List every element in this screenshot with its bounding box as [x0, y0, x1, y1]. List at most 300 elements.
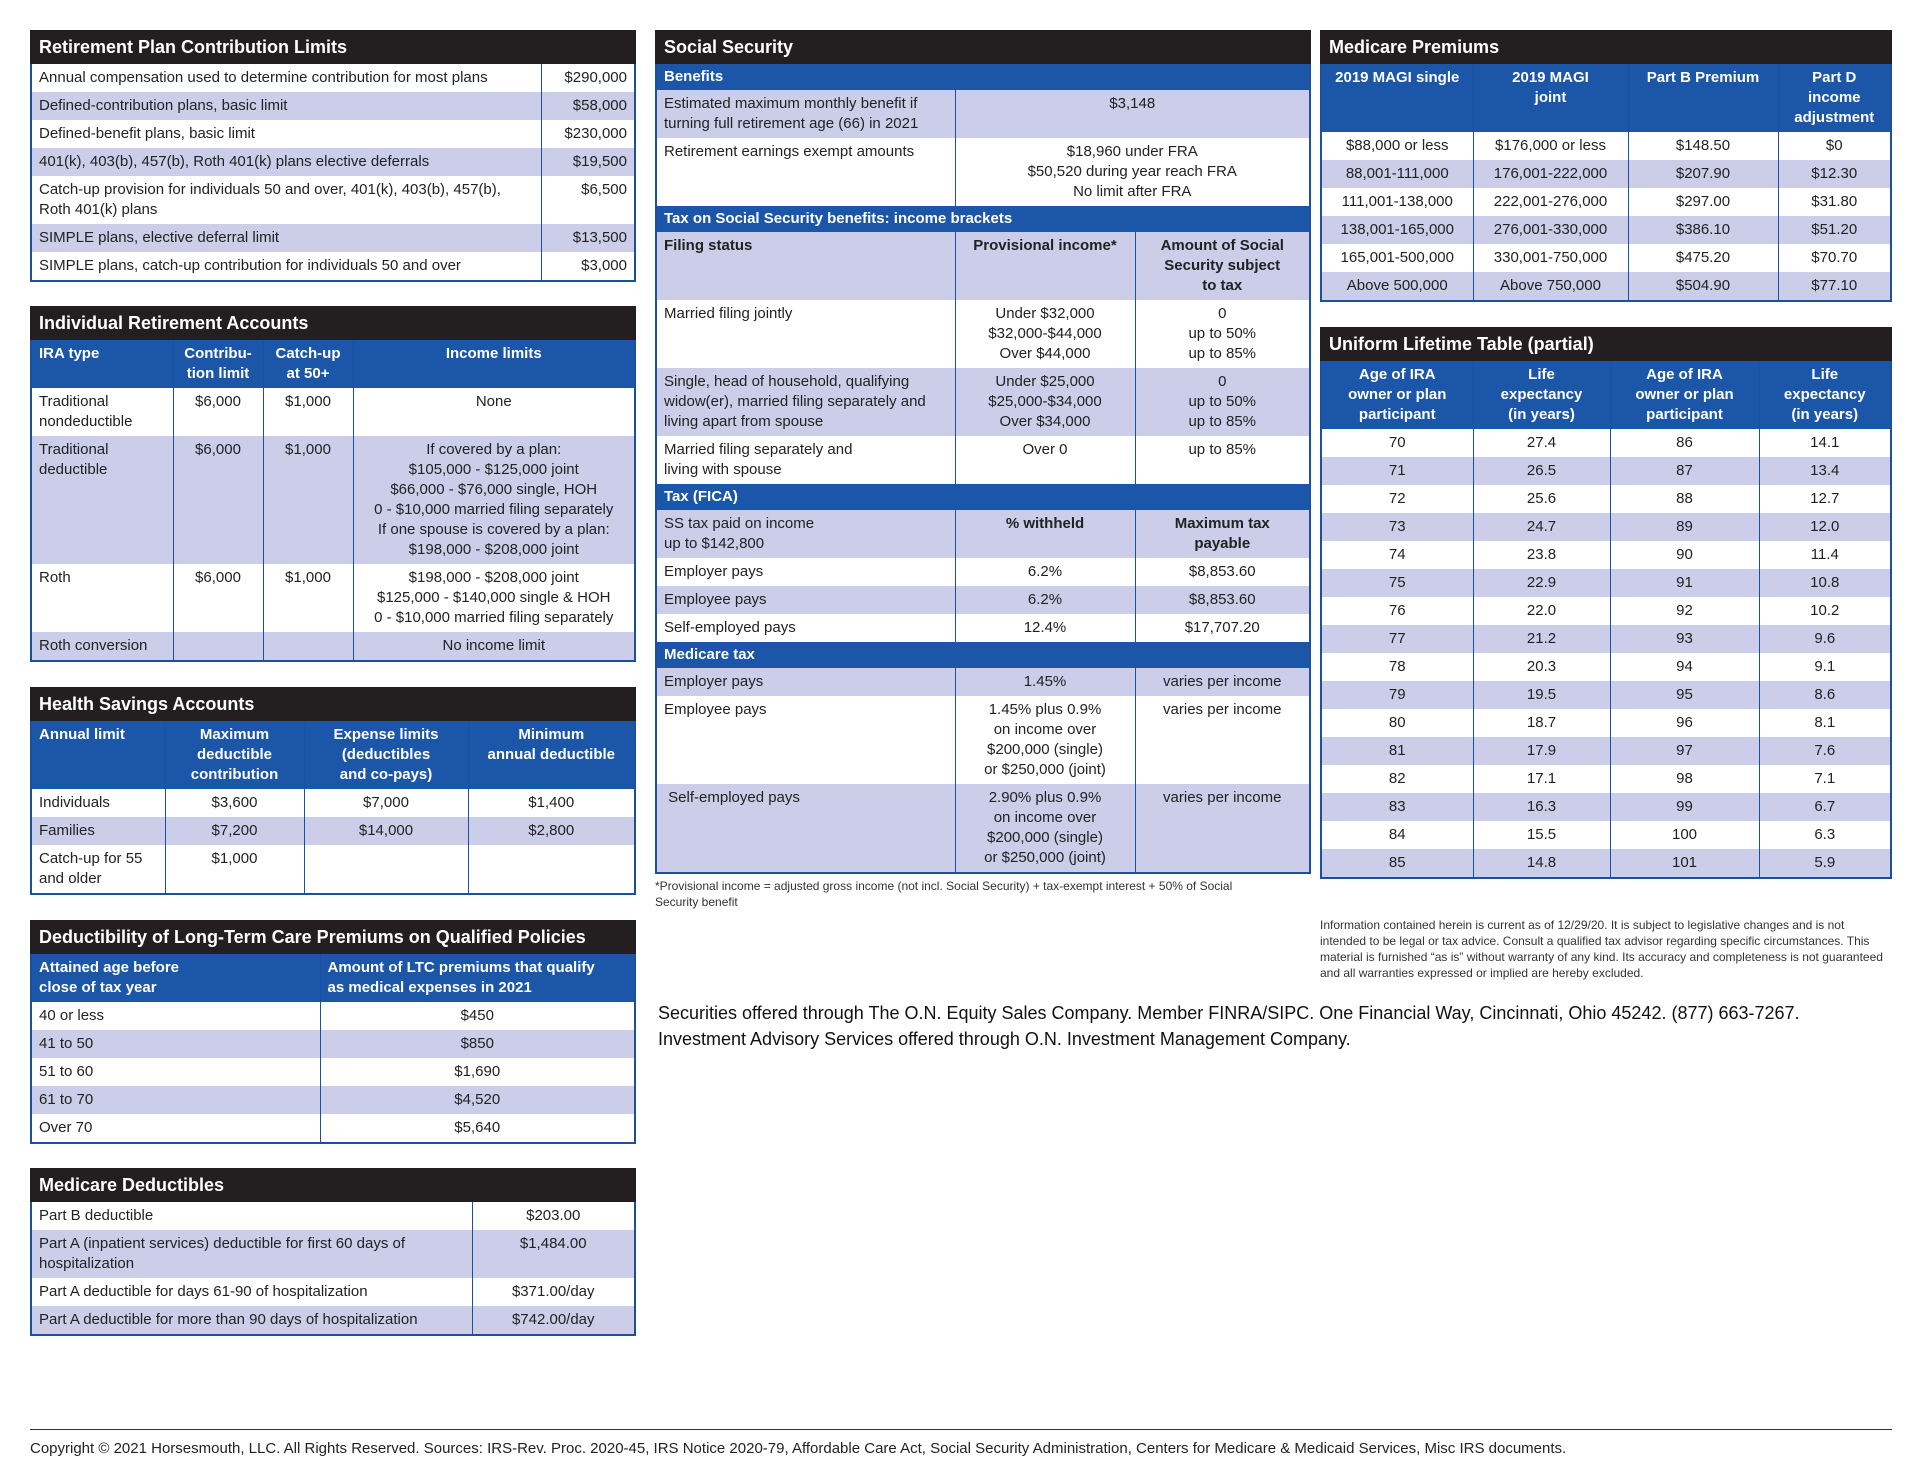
magi-joint: 176,001-222,000 [1473, 160, 1628, 188]
life-expectancy: 10.2 [1810, 602, 1840, 619]
ltc-amount: $1,690 [454, 1063, 501, 1080]
ltc-age: 51 to 60 [32, 1058, 320, 1086]
table-row [32, 1278, 634, 1306]
col-header: Minimum annual deductible [468, 721, 634, 789]
life-expectancy: 12.0 [1759, 513, 1890, 541]
retirement-title: Retirement Plan Contribution Limits [30, 30, 636, 64]
table-header-row [1322, 361, 1890, 429]
part-d-adjustment: $0 [1825, 137, 1843, 154]
medicare-premiums-section [1320, 30, 1892, 302]
ira-owner-age: 94 [1610, 653, 1759, 681]
ira-owner-age: 73 [1322, 513, 1473, 541]
table-row [32, 1002, 634, 1030]
life-expectancy: 25.6 [1473, 485, 1610, 513]
income-limits: No income limit [353, 632, 634, 660]
table-row [657, 784, 1309, 872]
col-header: Maximum deductible contribution [165, 721, 304, 789]
provisional-income-footnote: *Provisional income = adjusted gross income (not incl. Social Security) + tax-exempt interest + 50% of Social Security benefit [655, 879, 1233, 909]
row-label: SIMPLE plans, catch-up contribution for individuals 50 and over [32, 252, 541, 280]
medicare-note: varies per income [1163, 701, 1282, 718]
ira-owner-age: 70 [1322, 429, 1473, 457]
ira-owner-age: 100 [1610, 821, 1759, 849]
pct-withheld: 6.2% [955, 586, 1135, 614]
retirement-table-frame [30, 64, 636, 282]
ira-owner-age: 86 [1610, 429, 1759, 457]
hsa-label: Individuals [32, 789, 165, 817]
max-tax: $8,853.60 [1188, 563, 1256, 580]
col-header: Age of IRA owner or plan participant [1322, 361, 1473, 429]
hsa-title: Health Savings Accounts [30, 687, 636, 721]
taxable-amount: up to 85% [1188, 441, 1257, 458]
col-header: Part D income adjustment [1778, 64, 1890, 132]
life-expectancy: 18.7 [1473, 709, 1610, 737]
footer-divider [30, 1429, 1892, 1430]
col-header: IRA type [32, 340, 173, 388]
row-label: Part B deductible [32, 1202, 472, 1230]
life-expectancy: 14.1 [1810, 434, 1840, 451]
row-value: $19,500 [541, 148, 634, 176]
table-row [1322, 244, 1890, 272]
medicare-deductibles-section [30, 1168, 636, 1336]
provisional-income: Over 0 [955, 436, 1135, 484]
row-label: Part A deductible for days 61-90 of hospitalization [32, 1278, 472, 1306]
table-row [1322, 429, 1890, 457]
row-label: Self-employed pays [657, 784, 955, 872]
table-row [1322, 737, 1890, 765]
table-row [1322, 709, 1890, 737]
uniform-lifetime-frame [1320, 361, 1892, 879]
ira-owner-age: 90 [1610, 541, 1759, 569]
table-row [1322, 132, 1890, 160]
col-header: Part B Premium [1628, 64, 1778, 132]
row-label: SIMPLE plans, elective deferral limit [32, 224, 541, 252]
life-expectancy: 9.1 [1814, 658, 1836, 675]
table-row [657, 300, 1309, 368]
table-row [32, 252, 634, 280]
ira-owner-age: 75 [1322, 569, 1473, 597]
hsa-table [32, 721, 634, 893]
pct-withheld: 12.4% [955, 614, 1135, 642]
ltc-age: Over 70 [32, 1114, 320, 1142]
magi-single: Above 500,000 [1322, 272, 1473, 300]
ira-table [32, 340, 634, 660]
table-row [32, 1306, 634, 1334]
table-row [32, 148, 634, 176]
retirement-table [32, 64, 634, 280]
uniform-lifetime-table [1322, 361, 1890, 877]
ira-owner-age: 81 [1322, 737, 1473, 765]
part-d-adjustment: $31.80 [1811, 193, 1858, 210]
ira-owner-age: 99 [1610, 793, 1759, 821]
part-b-premium: $504.90 [1628, 272, 1778, 300]
row-label: Part A deductible for more than 90 days of hospitalization [32, 1306, 472, 1334]
life-expectancy: 10.8 [1759, 569, 1890, 597]
life-expectancy: 23.8 [1473, 541, 1610, 569]
col-header: 2019 MAGI single [1322, 64, 1473, 132]
table-row [1322, 793, 1890, 821]
hsa-min: $1,400 [528, 794, 575, 811]
table-row [1322, 485, 1890, 513]
row-value: $18,960 under FRA $50,520 during year reach FRA No limit after FRA [1027, 143, 1237, 200]
row-label: Estimated maximum monthly benefit if turning full retirement age (66) in 2021 [657, 90, 955, 138]
row-value: $3,000 [581, 257, 627, 274]
life-expectancy: 6.3 [1814, 826, 1836, 843]
table-row [1322, 272, 1890, 300]
table-row [32, 388, 634, 436]
part-d-adjustment: $77.10 [1778, 272, 1890, 300]
ira-table-frame [30, 340, 636, 662]
col-header: Life expectancy (in years) [1759, 361, 1890, 429]
row-label: Employee pays [657, 696, 955, 784]
table-row [32, 1086, 634, 1114]
row-value: $290,000 [564, 69, 627, 86]
table-row [32, 224, 634, 252]
life-expectancy: 9.6 [1759, 625, 1890, 653]
max-tax: $8,853.60 [1135, 586, 1309, 614]
table-row [32, 436, 634, 564]
ira-owner-age: 97 [1610, 737, 1759, 765]
medicare-premiums-frame [1320, 64, 1892, 302]
ltc-amount: $5,640 [454, 1119, 501, 1136]
table-row [657, 138, 1309, 206]
ltc-age: 40 or less [32, 1002, 320, 1030]
social-security-section [655, 30, 1311, 910]
table-row [32, 1030, 634, 1058]
row-label: Catch-up provision for individuals 50 and over, 401(k), 403(b), 457(b), Roth 401(k) plans [32, 176, 541, 224]
table-row [32, 1202, 634, 1230]
life-expectancy: 14.8 [1473, 849, 1610, 877]
medicare-deductibles-title: Medicare Deductibles [30, 1168, 636, 1202]
part-b-premium: $297.00 [1628, 188, 1778, 216]
table-row [657, 90, 1309, 138]
table-row [32, 789, 634, 817]
table-row [1322, 160, 1890, 188]
life-expectancy: 22.9 [1473, 569, 1610, 597]
legal-information-note: Information contained herein is current as of 12/29/20. It is subject to legislative changes and is not intended to be legal or tax advice. Consult a qualified tax advisor regarding specific circumstances. This material is furnished “as is” without warranty of any kind. Its accuracy and completeness is not guaranteed and all warranties expressed or implied are hereby excluded. [1320, 918, 1883, 980]
table-row [1322, 625, 1890, 653]
life-expectancy: 21.2 [1473, 625, 1610, 653]
ira-type: Traditional nondeductible [32, 388, 173, 436]
col-header: Amount of Social Security subject to tax [1135, 232, 1309, 300]
life-expectancy: 7.1 [1814, 770, 1836, 787]
table-row [1322, 457, 1890, 485]
ltc-table [32, 954, 634, 1142]
part-b-premium: $207.90 [1628, 160, 1778, 188]
income-limits: None [475, 393, 512, 410]
ira-type: Roth conversion [32, 632, 173, 660]
ltc-section [30, 920, 636, 1144]
life-expectancy: 27.4 [1473, 429, 1610, 457]
table-row [657, 368, 1309, 436]
magi-joint: 276,001-330,000 [1473, 216, 1628, 244]
table-row [32, 92, 634, 120]
part-d-adjustment: $70.70 [1811, 249, 1858, 266]
hsa-min [468, 845, 634, 893]
subheading-row [657, 484, 1309, 510]
ltc-amount: $4,520 [320, 1086, 634, 1114]
ira-section [30, 306, 636, 662]
table-row [657, 696, 1309, 784]
ira-owner-age: 76 [1322, 597, 1473, 625]
row-value: $230,000 [564, 125, 627, 142]
col-header: Contribu- tion limit [173, 340, 263, 388]
ira-owner-age: 98 [1610, 765, 1759, 793]
part-b-premium: $148.50 [1628, 132, 1778, 160]
taxable-amount: 0 up to 50% up to 85% [1135, 368, 1309, 436]
table-row [1322, 849, 1890, 877]
catchup-limit: $1,000 [263, 564, 353, 632]
income-limits: If covered by a plan: $105,000 - $125,000 joint $66,000 - $76,000 single, HOH 0 - $10,000 married filing separately If one spouse is covered by a plan: $198,000 - $208,000 joint [353, 436, 634, 564]
life-expectancy: 13.4 [1759, 457, 1890, 485]
life-expectancy: 8.1 [1814, 714, 1836, 731]
table-row [32, 1058, 634, 1086]
catchup-limit: $1,000 [263, 388, 353, 436]
ltc-table-frame [30, 954, 636, 1144]
col-header: Income limits [353, 340, 634, 388]
table-row [1322, 653, 1890, 681]
social-security-frame [655, 64, 1311, 874]
row-value: $203.00 [526, 1207, 581, 1224]
col-header: Attained age before close of tax year [32, 954, 320, 1002]
col-header: Age of IRA owner or plan participant [1610, 361, 1759, 429]
uniform-lifetime-section [1320, 327, 1892, 879]
life-expectancy: 19.5 [1473, 681, 1610, 709]
table-row [1322, 513, 1890, 541]
hsa-table-frame [30, 721, 636, 895]
table-row [1322, 188, 1890, 216]
row-label: Part A (inpatient services) deductible for first 60 days of hospitalization [32, 1230, 472, 1278]
life-expectancy: 15.5 [1473, 821, 1610, 849]
taxable-amount: 0 up to 50% up to 85% [1188, 305, 1257, 362]
subheading-row [657, 642, 1309, 668]
row-value: $3,148 [955, 90, 1309, 138]
pct-withheld: 6.2% [955, 558, 1135, 586]
catchup-limit: $1,000 [263, 436, 353, 564]
table-header-row [32, 954, 634, 1002]
life-expectancy: 6.7 [1759, 793, 1890, 821]
ira-owner-age: 80 [1322, 709, 1473, 737]
magi-single: 111,001-138,000 [1322, 188, 1473, 216]
hsa-expense: $7,000 [304, 789, 468, 817]
ira-owner-age: 74 [1322, 541, 1473, 569]
table-row [32, 845, 634, 893]
table-row [32, 632, 634, 660]
table-row [32, 64, 634, 92]
magi-single: $88,000 or less [1322, 132, 1473, 160]
table-row [1322, 821, 1890, 849]
max-tax: $17,707.20 [1184, 619, 1260, 636]
magi-joint: 222,001-276,000 [1473, 188, 1628, 216]
medicare-deductibles-table [32, 1202, 634, 1334]
hsa-section [30, 687, 636, 895]
life-expectancy: 24.7 [1473, 513, 1610, 541]
medicare-premiums-table [1322, 64, 1890, 300]
filing-status: Married filing jointly [657, 300, 955, 368]
ira-owner-age: 83 [1322, 793, 1473, 821]
life-expectancy: 8.6 [1759, 681, 1890, 709]
hsa-expense: $14,000 [304, 817, 468, 845]
table-row [32, 817, 634, 845]
part-d-adjustment: $51.20 [1778, 216, 1890, 244]
contribution-limit: $6,000 [173, 564, 263, 632]
row-label: Employer pays [657, 558, 955, 586]
ira-owner-age: 92 [1610, 597, 1759, 625]
row-label: Defined-benefit plans, basic limit [32, 120, 541, 148]
benefits-heading: Benefits [657, 64, 1309, 90]
row-label: Annual compensation used to determine contribution for most plans [32, 64, 541, 92]
ira-owner-age: 79 [1322, 681, 1473, 709]
magi-joint: 330,001-750,000 [1473, 244, 1628, 272]
ira-owner-age: 93 [1610, 625, 1759, 653]
row-label: Self-employed pays [657, 614, 955, 642]
part-b-premium: $475.20 [1628, 244, 1778, 272]
table-row [657, 558, 1309, 586]
table-row [32, 120, 634, 148]
income-limits: $198,000 - $208,000 joint $125,000 - $140,000 single & HOH 0 - $10,000 married filing separately [374, 569, 614, 626]
medicare-rate: 1.45% [955, 668, 1135, 696]
col-header: Amount of LTC premiums that qualify as medical expenses in 2021 [320, 954, 634, 1002]
tax-brackets-heading: Tax on Social Security benefits: income brackets [657, 206, 1309, 232]
ira-owner-age: 87 [1610, 457, 1759, 485]
subheading-row [657, 206, 1309, 232]
table-row [1322, 569, 1890, 597]
row-value: $13,500 [541, 224, 634, 252]
row-label: Defined-contribution plans, basic limit [32, 92, 541, 120]
col-header: Annual limit [32, 721, 165, 789]
ira-owner-age: 95 [1610, 681, 1759, 709]
life-expectancy: 5.9 [1759, 849, 1890, 877]
provisional-income: Under $32,000 $32,000-$44,000 Over $44,000 [955, 300, 1135, 368]
part-d-adjustment: $12.30 [1778, 160, 1890, 188]
medicare-note: varies per income [1135, 784, 1309, 872]
uniform-lifetime-title: Uniform Lifetime Table (partial) [1320, 327, 1892, 361]
ira-owner-age: 101 [1610, 849, 1759, 877]
row-value: $742.00/day [472, 1306, 634, 1334]
life-expectancy: 17.1 [1473, 765, 1610, 793]
magi-joint: $176,000 or less [1473, 132, 1628, 160]
table-row [32, 1114, 634, 1142]
ira-owner-age: 91 [1610, 569, 1759, 597]
col-header: Maximum tax payable [1135, 510, 1309, 558]
ira-owner-age: 96 [1610, 709, 1759, 737]
table-row [657, 614, 1309, 642]
medicare-rate: 2.90% plus 0.9% on income over $200,000 (single) or $250,000 (joint) [955, 784, 1135, 872]
medicare-note: varies per income [1135, 668, 1309, 696]
col-header: 2019 MAGI joint [1473, 64, 1628, 132]
row-value: $6,500 [581, 181, 627, 198]
table-row [1322, 765, 1890, 793]
life-expectancy: 20.3 [1473, 653, 1610, 681]
hsa-max: $7,200 [165, 817, 304, 845]
life-expectancy: 22.0 [1473, 597, 1610, 625]
table-header-row [657, 232, 1309, 300]
filing-status: Single, head of household, qualifying widow(er), married filing separately and living apart from spouse [657, 368, 955, 436]
catchup-limit [263, 632, 353, 660]
copyright-text: Copyright © 2021 Horsesmouth, LLC. All Rights Reserved. Sources: IRS-Rev. Proc. 2020-45, IRS Notice 2020-79, Affordable Care Act, Social Security Administration, Centers for Medicare & Medicaid Services, Misc IRS documents. [30, 1440, 1567, 1457]
ltc-age: 61 to 70 [32, 1086, 320, 1114]
magi-single: 138,001-165,000 [1322, 216, 1473, 244]
ira-owner-age: 85 [1322, 849, 1473, 877]
table-row [32, 564, 634, 632]
life-expectancy: 7.6 [1759, 737, 1890, 765]
ltc-title: Deductibility of Long-Term Care Premiums on Qualified Policies [30, 920, 636, 954]
table-row [657, 586, 1309, 614]
magi-single: 165,001-500,000 [1322, 244, 1473, 272]
contribution-limit [173, 632, 263, 660]
table-header-row [32, 721, 634, 789]
filing-status: Married filing separately and living with spouse [657, 436, 955, 484]
table-row [1322, 681, 1890, 709]
table-row [32, 1230, 634, 1278]
ira-owner-age: 84 [1322, 821, 1473, 849]
medicare-tax-heading: Medicare tax [657, 642, 1309, 668]
hsa-label: Catch-up for 55 and older [32, 845, 165, 893]
social-security-table [657, 64, 1309, 872]
table-row [657, 436, 1309, 484]
row-label: Retirement earnings exempt amounts [657, 138, 955, 206]
life-expectancy: 16.3 [1473, 793, 1610, 821]
subheading-row [657, 64, 1309, 90]
hsa-expense [304, 845, 468, 893]
hsa-max: $1,000 [165, 845, 304, 893]
provisional-income: Under $25,000 $25,000-$34,000 Over $34,000 [955, 368, 1135, 436]
hsa-label: Families [32, 817, 165, 845]
magi-joint: Above 750,000 [1473, 272, 1628, 300]
ira-owner-age: 88 [1610, 485, 1759, 513]
life-expectancy: 11.4 [1810, 546, 1839, 563]
col-header: Filing status [657, 232, 955, 300]
col-header: Expense limits (deductibles and co-pays) [304, 721, 468, 789]
contribution-limit: $6,000 [173, 436, 263, 564]
table-row [1322, 541, 1890, 569]
ltc-amount: $850 [320, 1030, 634, 1058]
table-row [1322, 216, 1890, 244]
col-header: % withheld [955, 510, 1135, 558]
contribution-limit: $6,000 [173, 388, 263, 436]
hsa-max: $3,600 [165, 789, 304, 817]
life-expectancy: 26.5 [1473, 457, 1610, 485]
row-label: Employee pays [657, 586, 955, 614]
ira-owner-age: 78 [1322, 653, 1473, 681]
col-header: Life expectancy (in years) [1473, 361, 1610, 429]
row-label: 401(k), 403(b), 457(b), Roth 401(k) plans elective deferrals [32, 148, 541, 176]
part-b-premium: $386.10 [1628, 216, 1778, 244]
col-header: Catch-up at 50+ [263, 340, 353, 388]
ira-owner-age: 71 [1322, 457, 1473, 485]
ira-title: Individual Retirement Accounts [30, 306, 636, 340]
retirement-section [30, 30, 636, 282]
row-value: $1,484.00 [472, 1230, 634, 1278]
table-row [1322, 597, 1890, 625]
hsa-min: $2,800 [468, 817, 634, 845]
ltc-age: 41 to 50 [32, 1030, 320, 1058]
medicare-deductibles-frame [30, 1202, 636, 1336]
row-label: Employer pays [657, 668, 955, 696]
ira-owner-age: 72 [1322, 485, 1473, 513]
fica-header-label: SS tax paid on income up to $142,800 [657, 510, 955, 558]
social-security-title: Social Security [655, 30, 1311, 64]
medicare-rate: 1.45% plus 0.9% on income over $200,000 (single) or $250,000 (joint) [955, 696, 1135, 784]
securities-disclosure: Securities offered through The O.N. Equity Sales Company. Member FINRA/SIPC. One Financial Way, Cincinnati, Ohio 45242. (877) 663-7267. Investment Advisory Services offered through O.N. Investment Management Company. [658, 1003, 1800, 1049]
fica-heading: Tax (FICA) [657, 484, 1309, 510]
life-expectancy: 17.9 [1473, 737, 1610, 765]
ira-owner-age: 89 [1610, 513, 1759, 541]
table-row [32, 176, 634, 224]
table-row [657, 668, 1309, 696]
ltc-amount: $450 [460, 1007, 494, 1024]
row-value: $58,000 [541, 92, 634, 120]
table-header-row [32, 340, 634, 388]
